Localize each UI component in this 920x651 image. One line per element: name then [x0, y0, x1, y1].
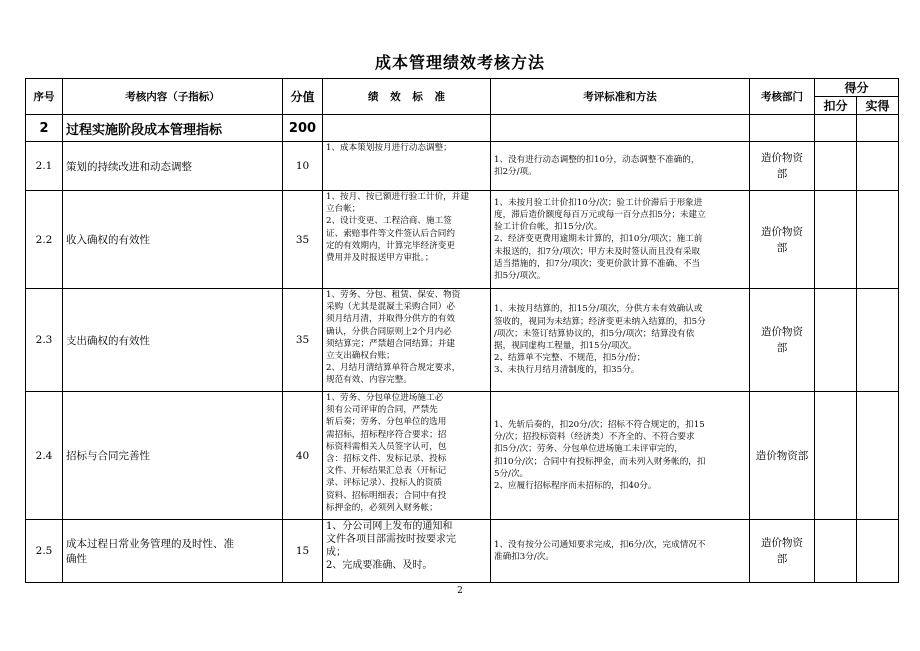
row-deduct — [815, 392, 857, 520]
row-dept: 造价物资 部 — [750, 142, 815, 191]
row-dept: 造价物资 部 — [750, 520, 815, 583]
page-number: 2 — [457, 586, 463, 596]
row-no: 2.3 — [26, 289, 63, 392]
header-score: 分值 — [283, 79, 323, 115]
row-actual — [857, 191, 899, 289]
section-row — [26, 115, 899, 142]
table-row — [26, 392, 899, 520]
table-row — [26, 289, 899, 392]
section-empty-method — [491, 115, 750, 142]
row-dept: 造价物资 部 — [750, 191, 815, 289]
header-deduct: 扣分 — [815, 97, 857, 115]
row-no: 2.5 — [26, 520, 63, 583]
section-empty-dept — [750, 115, 815, 142]
row-item: 支出确权的有效性 — [63, 289, 283, 392]
section-title: 过程实施阶段成本管理指标 — [63, 115, 283, 142]
row-no: 2.2 — [26, 191, 63, 289]
header-dept: 考核部门 — [750, 79, 815, 115]
row-deduct — [815, 191, 857, 289]
row-actual — [857, 142, 899, 191]
row-standard: 1、成本策划按月进行动态调整； — [323, 142, 491, 191]
section-score: 200 — [283, 115, 323, 142]
row-score: 35 — [283, 289, 323, 392]
row-method: 1、未按月验工计价扣10分/次；验工计价滞后于形象进 度，滞后造价额度每百万元或每一百分点扣5分；未建立 验工计价台帐，扣15分/次。 2、经济变更费用逾期未计算的，扣10分/项次；施工前 未报送的，扣7分/项次；甲方未及时签认而且没有采取 适当措施的，扣7分/项次；变更价款计算不准确、不当 扣5分/项次。 — [491, 191, 750, 289]
header-no: 序号 — [26, 79, 63, 115]
row-dept: 造价物资部 — [750, 392, 815, 520]
header-item: 考核内容（子指标） — [63, 79, 283, 115]
row-no: 2.4 — [26, 392, 63, 520]
row-no: 2.1 — [26, 142, 63, 191]
table-row — [26, 142, 899, 191]
header-points: 得分 — [815, 79, 899, 97]
row-actual — [857, 392, 899, 520]
row-dept: 造价物资 部 — [750, 289, 815, 392]
assessment-table — [25, 78, 899, 583]
header-standard: 绩 效 标 准 — [323, 79, 491, 115]
row-score: 40 — [283, 392, 323, 520]
row-method: 1、没有按分公司通知要求完成，扣6分/次，完成情况不 准确扣3分/次。 — [491, 520, 750, 583]
row-standard: 1、按月、按已额进行验工计价，并建 立台帐； 2、设计变更、工程洽商、施工签 证、索赔事件等文件签认后合同约 定的有效期内，计算完毕经济变更 费用并及时报送甲方审批。； — [323, 191, 491, 289]
row-score: 35 — [283, 191, 323, 289]
row-actual — [857, 289, 899, 392]
section-empty-actual — [857, 115, 899, 142]
section-no: 2 — [26, 115, 63, 142]
row-standard: 1、劳务、分包单位进场施工必 须有公司评审的合同，严禁先 斩后奏；劳务、分包单位的选用 需招标，招标程序符合要求；招 标资料需相关人员签字认可，包 含：招标文件、发标记录、投标 文件、开标结果汇总表（开标记 录、评标记录）、投标人的资质 资料、招标明细表；合同中有投 标押金的，必须列入财务帐； — [323, 392, 491, 520]
row-deduct — [815, 142, 857, 191]
row-standard: 1、劳务、分包、租赁、保安、物资 采购（尤其是混凝土采购合同）必 须月结月清，并取得分供方的有效 确认，分供合同原则上2个月内必 须结算完；严禁超合同结算；并建 立支出确权台账； 2、月结月清结算单符合规定要求， 规范有效、内容完整。 — [323, 289, 491, 392]
document-title: 成本管理绩效考核方法 — [374, 53, 545, 72]
row-deduct — [815, 289, 857, 392]
section-empty-deduct — [815, 115, 857, 142]
row-item: 收入确权的有效性 — [63, 191, 283, 289]
row-actual — [857, 520, 899, 583]
table-row — [26, 191, 899, 289]
row-item: 成本过程日常业务管理的及时性、准 确性 — [63, 520, 283, 583]
header-actual: 实得 — [857, 97, 899, 115]
row-item: 策划的持续改进和动态调整 — [63, 142, 283, 191]
section-empty-standard — [323, 115, 491, 142]
row-standard: 1、分公司网上发布的通知和 文件各项目部需按时按要求完 成； 2、完成要准确、及时。 — [323, 520, 491, 583]
header-method: 考评标准和方法 — [491, 79, 750, 115]
row-method: 1、先斩后奏的，扣20分/次；招标不符合规定的，扣15 分/次；招投标资料（经济类）不齐全的、不符合要求 扣5分/次；劳务、分包单位进场施工未评审完的， 扣10分/次；合同中有投标押金，而未列入财务帐的，扣 5分/次。 2、应履行招标程序而未招标的，扣40分。 — [491, 392, 750, 520]
row-method: 1、没有进行动态调整的扣10分，动态调整不准确的， 扣2分/项。 — [491, 142, 750, 191]
table-row — [26, 520, 899, 583]
row-method: 1、未按月结算的，扣15分/项次，分供方未有效确认或 签收的，视同为未结算；经济变更未纳入结算的，扣5分 /项次；未签订结算协议的，扣5分/项次；结算没有依 据，视同虚构工程量，扣15分/项次。 2、结算单不完整、不规范，扣5分/份； 3、未执行月结月清制度的，扣35分。 — [491, 289, 750, 392]
row-score: 10 — [283, 142, 323, 191]
row-deduct — [815, 520, 857, 583]
row-item: 招标与合同完善性 — [63, 392, 283, 520]
row-score: 15 — [283, 520, 323, 583]
header-row — [26, 79, 899, 97]
